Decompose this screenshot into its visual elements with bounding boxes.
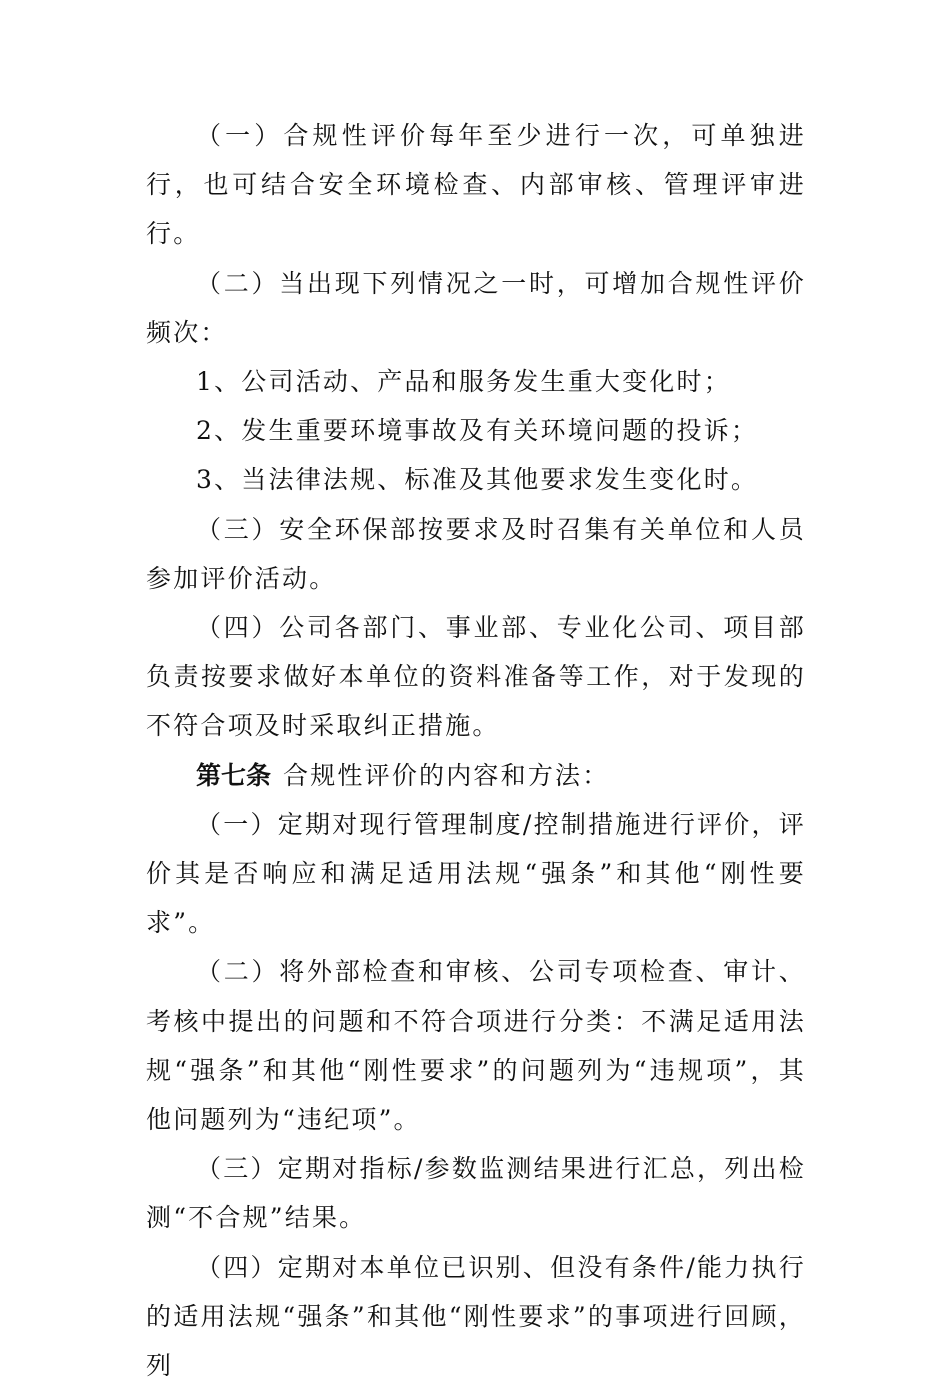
article-item-1: （一）定期对现行管理制度/控制措施进行评价，评价其是否响应和满足适用法规“强条”和其他“刚性要求”。	[146, 809, 806, 938]
paragraph-4: （四）公司各部门、事业部、专业化公司、项目部负责按要求做好本单位的资料准备等工作，对于发现的不符合项及时采取纠正措施。	[146, 613, 806, 741]
article-item-2: （二）将外部检查和审核、公司专项检查、审计、考核中提出的问题和不符合项进行分类：不满足适用法规“强条”和其他“刚性要求”的问题列为“违规项”，其他问题列为“违纪项”。	[146, 957, 806, 1135]
document-body	[146, 111, 806, 1390]
paragraph-3: （三）安全环保部按要求及时召集有关单位和人员参加评价活动。	[146, 514, 806, 593]
article-heading	[146, 751, 806, 800]
article-item-3: （三）定期对指标/参数监测结果进行汇总，列出检测“不合规”结果。	[146, 1154, 806, 1233]
list-item-1: 1、公司活动、产品和服务发生重大变化时；	[196, 367, 731, 397]
article-item-4: （四）定期对本单位已识别、但没有条件/能力执行的适用法规“强条”和其他“刚性要求”的事项进行回顾，列	[146, 1252, 806, 1381]
article-label: 第七条	[196, 760, 272, 790]
list-item-2: 2、发生重要环境事故及有关环境问题的投诉；	[196, 416, 759, 446]
paragraph-1: （一）合规性评价每年至少进行一次，可单独进行，也可结合安全环境检查、内部审核、管理评审进行。	[146, 121, 806, 249]
list-item-3: 3、当法律法规、标准及其他要求发生变化时。	[196, 465, 759, 495]
article-title: 合规性评价的内容和方法：	[283, 760, 610, 790]
paragraph-2: （二）当出现下列情况之一时，可增加合规性评价频次：	[146, 268, 806, 347]
